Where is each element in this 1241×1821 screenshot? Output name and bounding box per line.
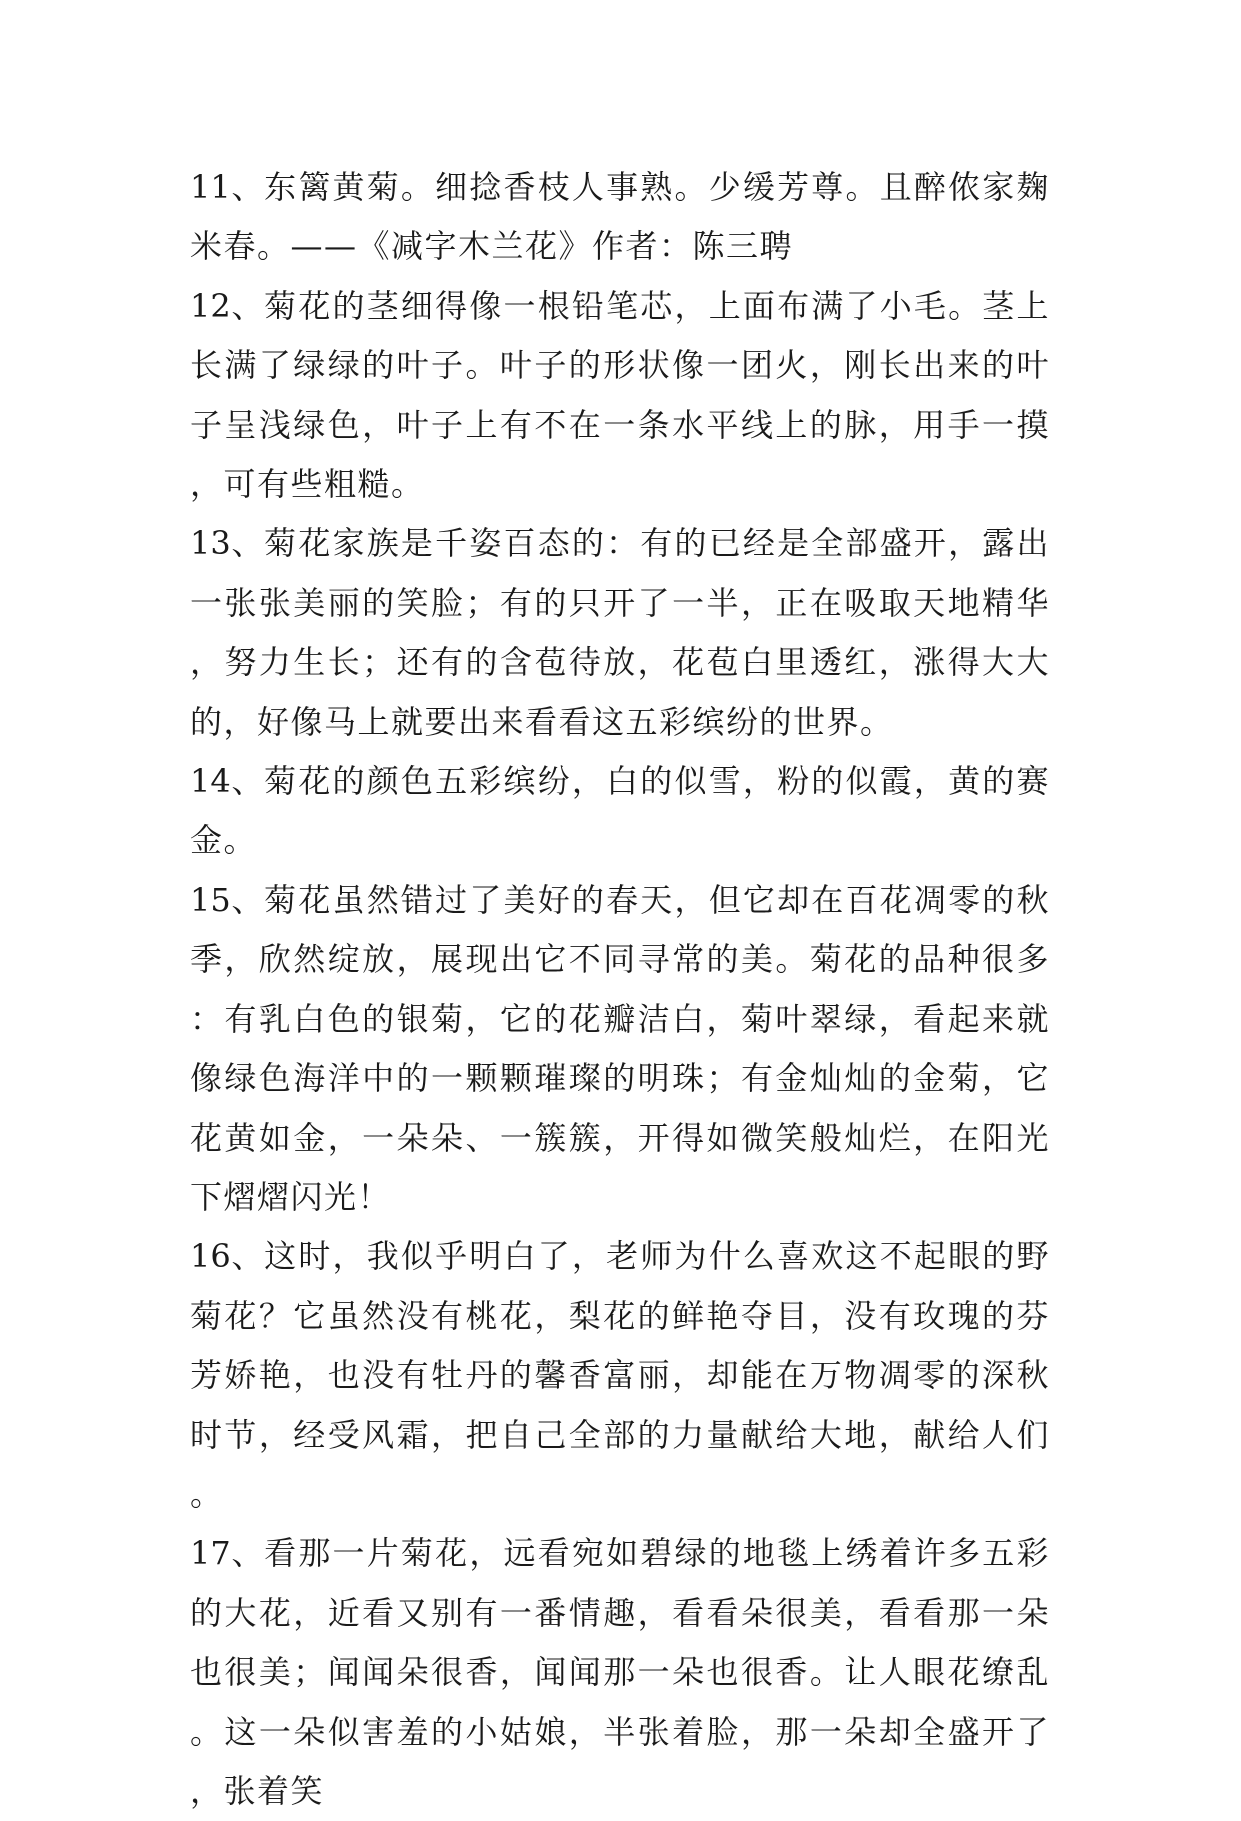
paragraph-text: 菊花的颜色五彩缤纷，白的似雪，粉的似霞，黄的赛金。 — [190, 762, 1050, 860]
paragraph-number: 13、 — [190, 524, 265, 563]
paragraph-text: 东篱黄菊。细捻香枝人事熟。少缓芳尊。且醉侬家麹米春。——《减字木兰花》作者：陈三聘 — [190, 168, 1050, 266]
paragraph-13 — [190, 514, 1050, 752]
paragraph-16 — [190, 1227, 1050, 1524]
paragraph-number: 15、 — [190, 880, 265, 919]
paragraph-number: 17、 — [190, 1534, 265, 1573]
paragraph-text: 菊花家族是千姿百态的：有的已经是全部盛开，露出一张张美丽的笑脸；有的只开了一半，正在吸取天地精华，努力生长；还有的含苞待放，花苞白里透红，涨得大大的，好像马上就要出来看看这五彩缤纷的世界。 — [190, 524, 1050, 741]
paragraph-number: 14、 — [190, 762, 265, 801]
paragraph-12 — [190, 277, 1050, 515]
paragraph-number: 16、 — [190, 1237, 265, 1276]
paragraph-text: 这时，我似乎明白了，老师为什么喜欢这不起眼的野菊花？它虽然没有桃花，梨花的鲜艳夺目，没有玫瑰的芬芳娇艳，也没有牡丹的馨香富丽，却能在万物凋零的深秋时节，经受风霜，把自己全部的力量献给大地，献给人们。 — [190, 1237, 1050, 1513]
paragraph-15 — [190, 871, 1050, 1227]
paragraph-14 — [190, 752, 1050, 871]
paragraph-text: 看那一片菊花，远看宛如碧绿的地毯上绣着许多五彩的大花，近看又别有一番情趣，看看朵很美，看看那一朵也很美；闻闻朵很香，闻闻那一朵也很香。让人眼花缭乱。这一朵似害羞的小姑娘，半张着脸，那一朵却全盛开了，张着笑 — [190, 1534, 1050, 1810]
paragraph-17 — [190, 1524, 1050, 1821]
paragraph-text: 菊花的茎细得像一根铅笔芯，上面布满了小毛。茎上长满了绿绿的叶子。叶子的形状像一团火，刚长出来的叶子呈浅绿色，叶子上有不在一条水平线上的脉，用手一摸，可有些粗糙。 — [190, 286, 1050, 504]
paragraph-number: 11、 — [190, 168, 265, 206]
paragraph-11 — [190, 158, 1050, 277]
paragraph-number: 12、 — [190, 286, 265, 325]
paragraph-text: 菊花虽然错过了美好的春天，但它却在百花凋零的秋季，欣然绽放，展现出它不同寻常的美。菊花的品种很多：有乳白色的银菊，它的花瓣洁白，菊叶翠绿，看起来就像绿色海洋中的一颗颗璀璨的明珠；有金灿灿的金菊，它花黄如金，一朵朵、一簇簇，开得如微笑般灿烂，在阳光下熠熠闪光！ — [190, 880, 1050, 1216]
document-body — [190, 158, 1050, 1821]
